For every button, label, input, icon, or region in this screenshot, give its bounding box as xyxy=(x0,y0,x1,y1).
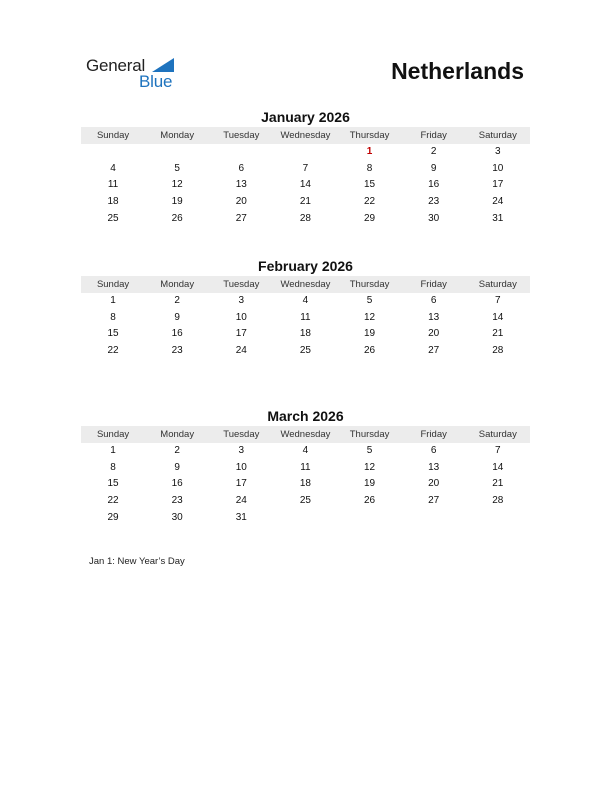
day-cell: 22 xyxy=(107,345,119,357)
day-cell: 27 xyxy=(428,495,440,507)
holiday-list xyxy=(89,556,185,567)
day-cell: 17 xyxy=(492,179,504,191)
weekday-label: Sunday xyxy=(96,130,130,141)
week-row xyxy=(81,326,530,343)
day-cell: 4 xyxy=(302,445,309,456)
day-cell: 28 xyxy=(492,345,504,357)
day-cell: 5 xyxy=(366,445,373,456)
day-cell: 10 xyxy=(235,311,247,323)
day-cell: 13 xyxy=(235,179,247,191)
day-cell xyxy=(402,510,466,527)
weekday-label: Wednesday xyxy=(280,279,331,290)
day-cell: 5 xyxy=(174,162,180,174)
day-cell: 7 xyxy=(302,162,309,174)
week-row xyxy=(81,144,530,161)
day-cell: 21 xyxy=(492,478,504,490)
week-row xyxy=(81,310,530,327)
weekday-label: Friday xyxy=(420,279,447,290)
day-cell: 21 xyxy=(492,328,504,340)
weekday-header-row xyxy=(81,426,530,443)
day-cell: 30 xyxy=(171,511,183,523)
day-cell: 14 xyxy=(299,179,311,191)
day-cell: 17 xyxy=(235,328,247,340)
day-cell xyxy=(338,510,402,527)
day-cell: 2 xyxy=(174,295,180,306)
weekday-label: Saturday xyxy=(478,429,517,440)
day-cell xyxy=(273,510,337,527)
weekday-header-row xyxy=(81,276,530,293)
logo-text-general: General xyxy=(86,56,146,75)
weekday-label: Thursday xyxy=(349,279,390,290)
day-cell: 12 xyxy=(171,179,183,191)
day-cell: 30 xyxy=(428,212,440,224)
month-title: January 2026 xyxy=(261,109,350,125)
day-cell: 17 xyxy=(235,478,247,490)
day-cell: 15 xyxy=(107,478,119,490)
day-cell: 31 xyxy=(492,212,504,224)
day-cell: 20 xyxy=(428,328,440,340)
weekday-label: Monday xyxy=(160,429,195,440)
weekday-label: Monday xyxy=(160,130,195,141)
day-cell: 9 xyxy=(174,311,180,323)
day-cell: 11 xyxy=(300,461,311,473)
day-cell: 5 xyxy=(366,295,373,306)
weekday-label: Monday xyxy=(160,279,195,290)
day-cell: 26 xyxy=(171,212,183,224)
day-cell xyxy=(209,144,273,161)
day-cell: 8 xyxy=(366,162,373,174)
day-cell: 20 xyxy=(428,478,440,490)
day-cell: 7 xyxy=(495,295,501,306)
week-row xyxy=(81,510,530,527)
day-cell: 26 xyxy=(364,495,376,507)
month-block xyxy=(81,406,530,526)
day-cell: 12 xyxy=(364,461,376,473)
day-cell: 6 xyxy=(430,295,437,306)
day-cell: 3 xyxy=(238,445,245,456)
day-cell: 15 xyxy=(107,328,119,340)
day-cell: 3 xyxy=(495,146,501,157)
day-cell: 21 xyxy=(299,196,311,208)
holiday-entry: Jan 1: New Year’s Day xyxy=(89,556,185,567)
weekday-label: Saturday xyxy=(478,279,517,290)
day-cell: 3 xyxy=(238,295,245,306)
week-row xyxy=(81,211,530,228)
day-cell: 23 xyxy=(171,495,183,507)
weekday-label: Thursday xyxy=(349,130,390,141)
day-cell: 22 xyxy=(107,495,119,507)
week-row xyxy=(81,194,530,211)
day-cell: 31 xyxy=(235,511,247,523)
day-cell: 19 xyxy=(364,328,376,340)
weekday-label: Wednesday xyxy=(280,429,331,440)
week-row xyxy=(81,177,530,194)
week-row xyxy=(81,293,530,310)
day-cell: 18 xyxy=(299,478,311,490)
weekday-label: Wednesday xyxy=(280,130,331,141)
day-cell: 14 xyxy=(492,311,504,323)
week-row xyxy=(81,343,530,360)
day-cell: 24 xyxy=(235,345,247,357)
month-title: February 2026 xyxy=(258,258,353,274)
country-title: Netherlands xyxy=(391,58,524,84)
day-cell: 8 xyxy=(110,311,116,323)
week-row xyxy=(81,161,530,178)
day-cell: 10 xyxy=(235,461,247,473)
day-cell: 28 xyxy=(492,495,504,507)
month-block xyxy=(81,256,530,360)
weekday-label: Tuesday xyxy=(223,130,260,141)
month-title: March 2026 xyxy=(267,408,344,424)
day-cell: 8 xyxy=(110,461,116,473)
day-cell: 13 xyxy=(428,311,440,323)
day-cell: 27 xyxy=(428,345,440,357)
day-cell xyxy=(81,144,145,161)
week-row xyxy=(81,493,530,510)
day-cell: 25 xyxy=(299,345,311,357)
weekday-label: Saturday xyxy=(478,130,517,141)
weekday-label: Sunday xyxy=(96,279,130,290)
generalblue-logo xyxy=(86,56,186,92)
weekday-label: Sunday xyxy=(96,429,130,440)
day-cell: 15 xyxy=(364,179,376,191)
logo-triangle-icon xyxy=(152,58,174,72)
logo-text-blue: Blue xyxy=(139,72,173,91)
day-cell: 1 xyxy=(110,445,116,456)
day-cell: 28 xyxy=(299,212,311,224)
day-cell xyxy=(145,144,209,161)
day-cell: 29 xyxy=(364,212,376,224)
day-cell: 22 xyxy=(364,196,376,208)
day-cell: 9 xyxy=(174,461,180,473)
week-row xyxy=(81,460,530,477)
day-cell: 23 xyxy=(171,345,183,357)
day-cell: 7 xyxy=(495,445,501,456)
day-cell: 16 xyxy=(171,328,183,340)
month-block xyxy=(81,107,530,227)
weekday-label: Tuesday xyxy=(223,429,260,440)
day-cell xyxy=(273,144,337,161)
day-cell: 19 xyxy=(364,478,376,490)
weekday-label: Friday xyxy=(420,130,447,141)
day-cell: 19 xyxy=(171,196,183,208)
day-cell: 26 xyxy=(364,345,376,357)
day-cell: 23 xyxy=(428,196,440,208)
day-cell: 24 xyxy=(492,196,504,208)
day-cell: 6 xyxy=(238,162,245,174)
holiday-day-cell: 1 xyxy=(366,146,373,157)
day-cell: 18 xyxy=(299,328,311,340)
day-cell: 27 xyxy=(235,212,247,224)
day-cell: 16 xyxy=(171,478,183,490)
day-cell xyxy=(466,510,530,527)
weekday-label: Tuesday xyxy=(223,279,260,290)
day-cell: 12 xyxy=(364,311,376,323)
day-cell: 2 xyxy=(174,445,180,456)
day-cell: 4 xyxy=(302,295,309,306)
weekday-label: Thursday xyxy=(349,429,390,440)
day-cell: 11 xyxy=(107,179,119,191)
day-cell: 13 xyxy=(428,461,440,473)
weekday-label: Friday xyxy=(420,429,447,440)
day-cell: 24 xyxy=(235,495,247,507)
day-cell: 6 xyxy=(430,445,437,456)
day-cell: 1 xyxy=(110,295,116,306)
day-cell: 18 xyxy=(107,196,119,208)
day-cell: 14 xyxy=(492,461,504,473)
day-cell: 9 xyxy=(430,162,437,174)
day-cell: 25 xyxy=(107,212,119,224)
day-cell: 4 xyxy=(110,162,116,174)
week-row xyxy=(81,443,530,460)
day-cell: 10 xyxy=(492,162,504,174)
week-row xyxy=(81,476,530,493)
day-cell: 25 xyxy=(299,495,311,507)
weekday-header-row xyxy=(81,127,530,144)
day-cell: 11 xyxy=(300,311,311,323)
day-cell: 20 xyxy=(235,196,247,208)
day-cell: 16 xyxy=(428,179,440,191)
day-cell: 29 xyxy=(107,511,119,523)
day-cell: 2 xyxy=(430,146,437,157)
